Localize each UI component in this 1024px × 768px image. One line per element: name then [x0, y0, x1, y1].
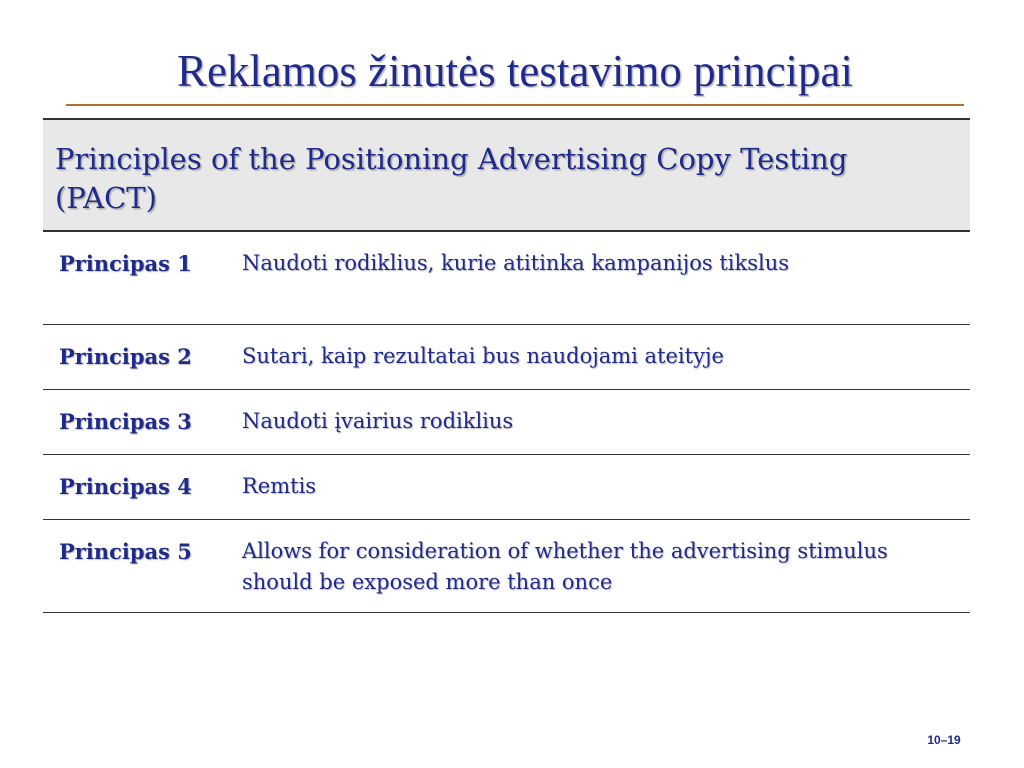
principle-text: Naudoti rodiklius, kurie atitinka kampanijos tikslus: [242, 251, 790, 275]
principle-label: Principas 2: [59, 344, 192, 369]
title-divider: [66, 104, 964, 106]
principle-label: Principas 4: [59, 474, 192, 499]
principle-label: Principas 1: [59, 251, 192, 276]
table-row: [43, 390, 970, 455]
slide-title: Reklamos žinutės testavimo principai: [176, 46, 854, 96]
pact-table: [43, 118, 970, 613]
table-header: Principles of the Positioning Advertising Copy Testing (PACT): [43, 118, 970, 232]
principle-label: Principas 5: [59, 539, 192, 564]
principle-text: Naudoti įvairius rodiklius: [242, 409, 514, 433]
principle-text: Remtis: [242, 474, 317, 498]
table-row: [43, 232, 970, 325]
slide-number: 10–19: [927, 733, 961, 747]
principle-text: Allows for consideration of whether the advertising stimulus should be exposed more than once: [242, 539, 888, 594]
table-row: [43, 325, 970, 390]
principle-text: Sutari, kaip rezultatai bus naudojami ateityje: [242, 344, 724, 368]
principle-label: Principas 3: [59, 409, 192, 434]
table-row: [43, 455, 970, 520]
table-row: [43, 520, 970, 613]
